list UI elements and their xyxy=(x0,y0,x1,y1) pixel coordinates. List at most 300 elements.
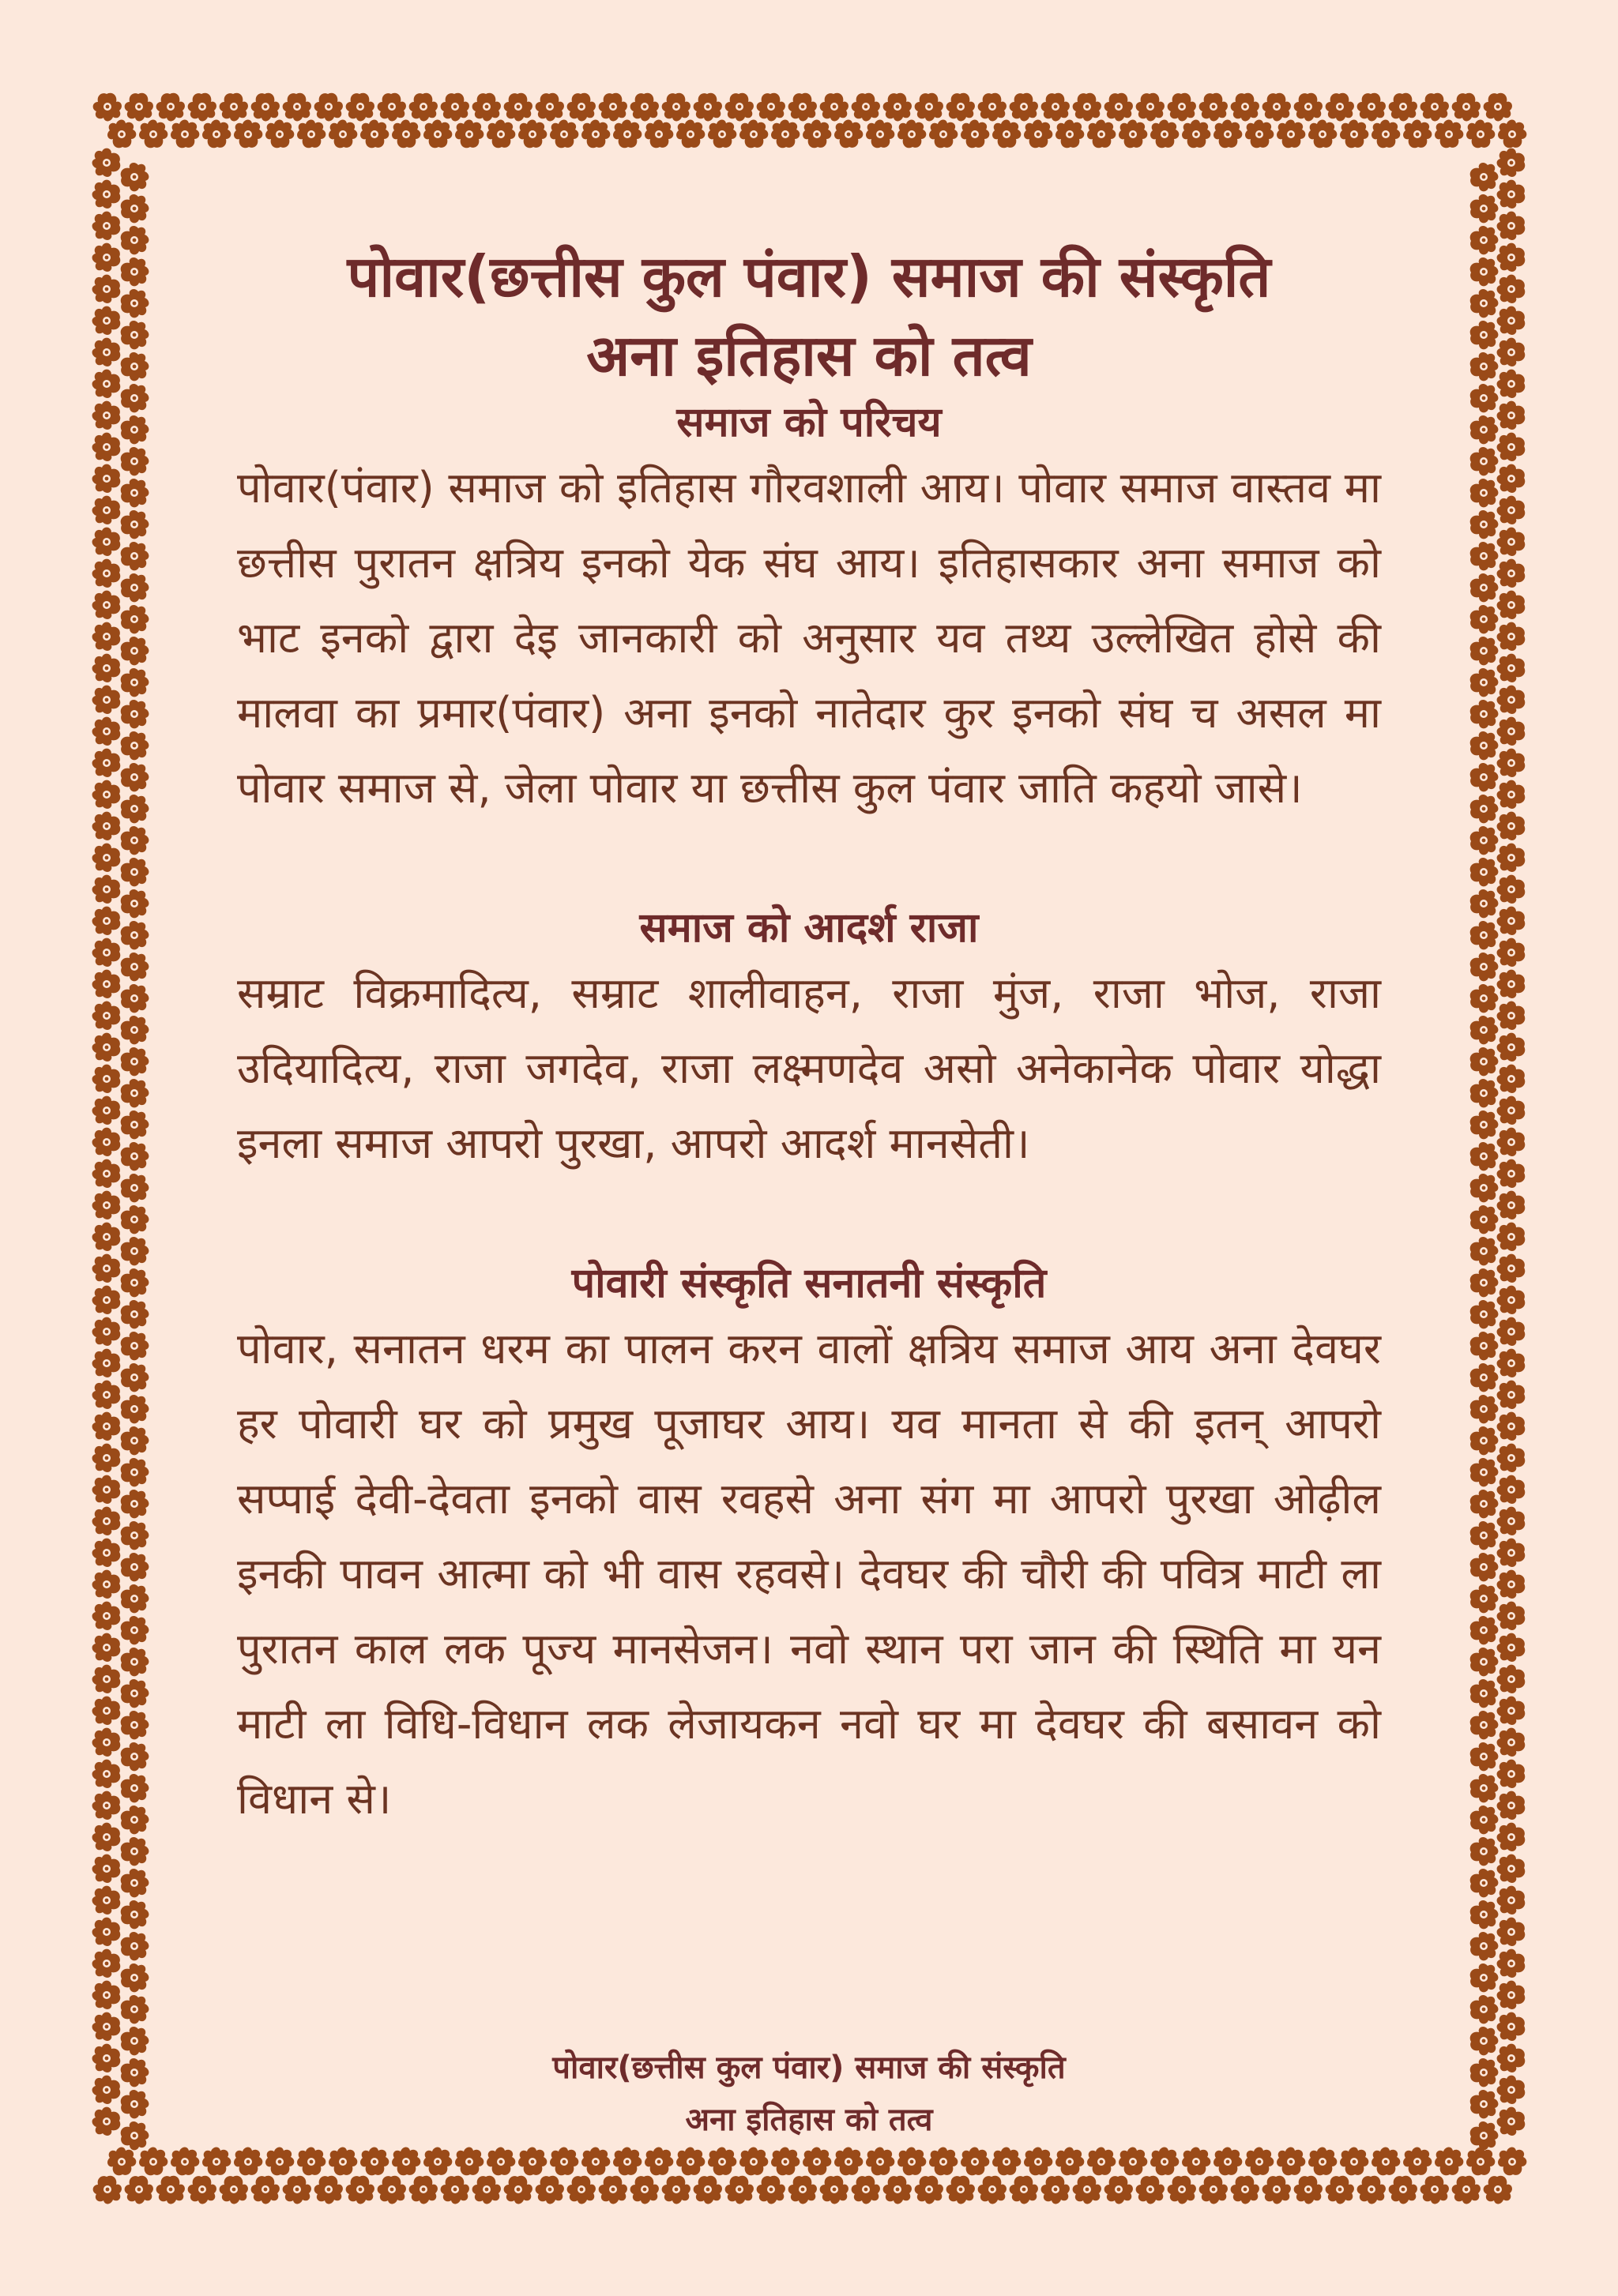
floral-motif-icon xyxy=(820,93,849,122)
floral-motif-icon xyxy=(1470,637,1499,665)
floral-motif-icon xyxy=(1199,2176,1228,2204)
floral-motif-icon xyxy=(1470,2058,1499,2087)
floral-motif-icon xyxy=(1340,120,1368,148)
floral-motif-icon xyxy=(1470,1205,1499,1234)
floral-motif-icon xyxy=(504,93,532,122)
floral-motif-icon xyxy=(725,2176,754,2204)
floral-motif-icon xyxy=(360,2148,389,2176)
floral-motif-icon xyxy=(1470,1458,1499,1486)
floral-motif-icon xyxy=(852,93,880,122)
floral-motif-icon xyxy=(915,93,943,122)
floral-motif-icon xyxy=(1497,938,1526,967)
floral-motif-icon xyxy=(1497,2012,1526,2041)
floral-motif-icon xyxy=(662,2176,690,2204)
floral-motif-icon xyxy=(1470,1490,1499,1518)
floral-motif-icon xyxy=(757,2176,785,2204)
section-heading-introduction: समाज को परिचय xyxy=(676,399,942,446)
floral-motif-icon xyxy=(1168,2176,1196,2204)
floral-motif-icon xyxy=(915,2176,943,2204)
floral-motif-icon xyxy=(820,2176,849,2204)
floral-motif-icon xyxy=(121,1711,149,1739)
floral-motif-icon xyxy=(1245,2148,1274,2176)
floral-motif-icon xyxy=(234,120,262,148)
floral-motif-icon xyxy=(1470,1900,1499,1929)
floral-motif-icon xyxy=(92,2107,121,2136)
floral-motif-icon xyxy=(1497,338,1526,366)
floral-motif-icon xyxy=(1497,1191,1526,1219)
floral-motif-icon xyxy=(297,120,325,148)
floral-motif-icon xyxy=(834,120,863,148)
floral-motif-icon xyxy=(121,1584,149,1613)
floral-motif-icon xyxy=(314,2176,343,2204)
floral-motif-icon xyxy=(1470,415,1499,444)
floral-motif-icon xyxy=(1389,93,1417,122)
floral-motif-icon xyxy=(550,120,578,148)
floral-motif-icon xyxy=(1294,2176,1323,2204)
floral-motif-icon xyxy=(92,2044,121,2072)
floral-motif-icon xyxy=(1470,573,1499,602)
floral-motif-icon xyxy=(1497,528,1526,556)
document-body xyxy=(237,237,1381,1836)
section-body-ideal-kings: सम्राट विक्रमादित्य, सम्राट शालीवाहन, राजा मुंज, राजा भोज, राजा उदियादित्य, राजा जगदेव, राजा लक्ष्मणदेव असो अनेकानेक पोवार योद्धा इनला समाज आपरो पुरखा, आपरो आदर्श मानसेती। xyxy=(237,968,1381,1168)
floral-motif-icon xyxy=(1231,93,1259,122)
floral-motif-icon xyxy=(92,370,121,398)
floral-motif-icon xyxy=(92,654,121,682)
floral-motif-icon xyxy=(121,1300,149,1328)
floral-motif-icon xyxy=(121,1616,149,1644)
floral-motif-icon xyxy=(1497,749,1526,777)
floral-motif-icon xyxy=(1470,1426,1499,1455)
floral-motif-icon xyxy=(121,1016,149,1044)
floral-motif-icon xyxy=(346,93,374,122)
floral-motif-icon xyxy=(1470,668,1499,697)
floral-motif-icon xyxy=(961,120,989,148)
floral-motif-icon xyxy=(1024,2148,1052,2176)
floral-motif-icon xyxy=(487,120,515,148)
floral-motif-icon xyxy=(1497,686,1526,714)
floral-motif-icon xyxy=(1470,700,1499,728)
floral-motif-icon xyxy=(378,2176,406,2204)
floral-motif-icon xyxy=(1357,93,1386,122)
floral-motif-icon xyxy=(92,2076,121,2104)
floral-motif-icon xyxy=(121,1521,149,1550)
floral-motif-icon xyxy=(771,120,800,148)
floral-motif-icon xyxy=(1497,1444,1526,1472)
floral-motif-icon xyxy=(866,120,894,148)
floral-motif-icon xyxy=(92,464,121,493)
floral-motif-icon xyxy=(1470,226,1499,254)
floral-motif-icon xyxy=(121,953,149,981)
floral-motif-icon xyxy=(788,93,817,122)
floral-motif-icon xyxy=(1470,510,1499,539)
floral-motif-icon xyxy=(1470,1742,1499,1771)
floral-motif-icon xyxy=(423,120,452,148)
floral-motif-icon xyxy=(1497,1728,1526,1757)
floral-motif-icon xyxy=(234,2148,262,2176)
floral-motif-icon xyxy=(866,2148,894,2176)
floral-motif-icon xyxy=(1136,2176,1165,2204)
floral-motif-icon xyxy=(1150,2148,1179,2176)
floral-motif-icon xyxy=(581,2148,610,2176)
floral-motif-icon xyxy=(92,1159,121,1188)
floral-motif-icon xyxy=(630,93,659,122)
floral-motif-icon xyxy=(725,93,754,122)
floral-motif-icon xyxy=(1470,1142,1499,1171)
floral-motif-icon xyxy=(409,93,438,122)
floral-motif-icon xyxy=(1470,384,1499,412)
floral-motif-icon xyxy=(121,194,149,223)
floral-motif-icon xyxy=(1497,1854,1526,1883)
floral-motif-icon xyxy=(676,2148,705,2176)
floral-motif-icon xyxy=(1262,93,1291,122)
floral-motif-icon xyxy=(1497,1254,1526,1283)
floral-motif-icon xyxy=(1150,120,1179,148)
floral-motif-icon xyxy=(1470,1363,1499,1392)
floral-motif-icon xyxy=(92,1444,121,1472)
floral-motif-icon xyxy=(121,384,149,412)
floral-motif-icon xyxy=(121,1648,149,1676)
floral-motif-icon xyxy=(265,120,294,148)
floral-motif-icon xyxy=(92,686,121,714)
floral-motif-icon xyxy=(1497,1507,1526,1535)
floral-motif-icon xyxy=(883,93,912,122)
floral-motif-icon xyxy=(1497,496,1526,524)
floral-motif-icon xyxy=(1497,243,1526,272)
floral-motif-icon xyxy=(550,2148,578,2176)
section-body-culture: पोवार, सनातन धरम का पालन करन वालों क्षत्रिय समाज आय अना देवघर हर पोवारी घर को प्रमुख पूजाघर आय। यव मानता से की इतन् आपरो सप्पाई देवी-देवता इनको वास रवहसे अना संग मा आपरो पुरखा ओढ़ील इनकी पावन आत्मा को भी वास रहवसे। देवघर की चौरी की पवित्र माटी ला पुरातन काल लक पूज्य मानसेजन। नवो स्थान परा जान की स्थिति मा यन माटी ला विधि-विधान लक लेजायकन नवो घर मा देवघर की बसावन को विधान से। xyxy=(237,1324,1381,1824)
floral-motif-icon xyxy=(121,700,149,728)
floral-motif-icon xyxy=(599,93,627,122)
floral-motif-icon xyxy=(92,970,121,998)
floral-motif-icon xyxy=(788,2176,817,2204)
floral-motif-icon xyxy=(92,1065,121,1093)
floral-motif-icon xyxy=(92,1381,121,1409)
floral-motif-icon xyxy=(92,1412,121,1441)
floral-motif-icon xyxy=(1497,591,1526,619)
floral-motif-icon xyxy=(121,984,149,1013)
floral-motif-icon xyxy=(1182,120,1210,148)
floral-motif-icon xyxy=(202,120,231,148)
floral-motif-icon xyxy=(1497,370,1526,398)
floral-motif-icon xyxy=(1024,120,1052,148)
floral-motif-icon xyxy=(1420,93,1449,122)
floral-motif-icon xyxy=(1470,352,1499,381)
floral-motif-icon xyxy=(121,795,149,823)
floral-motif-icon xyxy=(92,1286,121,1314)
floral-motif-icon xyxy=(121,1174,149,1202)
page-title-line1: पोवार(छत्तीस कुल पंवार) समाज की संस्कृति xyxy=(347,243,1271,310)
floral-motif-icon xyxy=(1403,120,1432,148)
floral-motif-icon xyxy=(1470,1174,1499,1202)
floral-motif-icon xyxy=(121,2027,149,2055)
floral-motif-icon xyxy=(1104,93,1133,122)
floral-motif-icon xyxy=(1010,2176,1038,2204)
floral-motif-icon xyxy=(1497,1570,1526,1599)
floral-motif-icon xyxy=(92,2012,121,2041)
floral-motif-icon xyxy=(1466,120,1495,148)
floral-motif-icon xyxy=(1470,1869,1499,1897)
floral-motif-icon xyxy=(121,226,149,254)
floral-motif-icon xyxy=(107,120,136,148)
floral-motif-icon xyxy=(694,2176,722,2204)
floral-motif-icon xyxy=(1470,321,1499,349)
floral-motif-icon xyxy=(1277,120,1305,148)
floral-motif-icon xyxy=(1470,2121,1499,2150)
floral-motif-icon xyxy=(1010,93,1038,122)
floral-motif-icon xyxy=(1497,2044,1526,2072)
floral-motif-icon xyxy=(121,321,149,349)
floral-motif-icon xyxy=(1497,907,1526,935)
floral-motif-icon xyxy=(1497,1065,1526,1093)
floral-motif-icon xyxy=(329,2148,357,2176)
floral-motif-icon xyxy=(1497,433,1526,461)
floral-motif-icon xyxy=(251,93,280,122)
floral-motif-icon xyxy=(567,2176,596,2204)
floral-motif-icon xyxy=(1420,2176,1449,2204)
floral-motif-icon xyxy=(1497,1381,1526,1409)
floral-motif-icon xyxy=(121,1963,149,1992)
floral-motif-icon xyxy=(220,2176,248,2204)
floral-motif-icon xyxy=(567,93,596,122)
floral-motif-icon xyxy=(1497,654,1526,682)
floral-motif-icon xyxy=(1497,1349,1526,1377)
floral-motif-icon xyxy=(92,1981,121,2009)
floral-motif-icon xyxy=(92,1096,121,1125)
floral-motif-icon xyxy=(1497,1223,1526,1251)
floral-motif-icon xyxy=(1470,1521,1499,1550)
floral-motif-icon xyxy=(1277,2148,1305,2176)
floral-motif-icon xyxy=(92,1475,121,1504)
floral-motif-icon xyxy=(1497,306,1526,335)
floral-motif-icon xyxy=(1484,93,1512,122)
floral-motif-icon xyxy=(1498,2148,1526,2176)
floral-motif-icon xyxy=(1214,120,1242,148)
floral-motif-icon xyxy=(121,289,149,318)
floral-motif-icon xyxy=(1497,1823,1526,1851)
floral-motif-icon xyxy=(121,163,149,191)
floral-motif-icon xyxy=(188,93,216,122)
floral-motif-icon xyxy=(1497,2076,1526,2104)
floral-motif-icon xyxy=(121,1426,149,1455)
floral-motif-icon xyxy=(803,2148,831,2176)
floral-motif-icon xyxy=(1470,1553,1499,1581)
floral-motif-icon xyxy=(1497,875,1526,904)
floral-motif-icon xyxy=(1497,275,1526,303)
floral-motif-icon xyxy=(92,212,121,240)
floral-motif-icon xyxy=(1262,2176,1291,2204)
floral-motif-icon xyxy=(1470,163,1499,191)
floral-motif-icon xyxy=(1497,1697,1526,1725)
floral-motif-icon xyxy=(978,2176,1007,2204)
floral-motif-icon xyxy=(1497,1001,1526,1030)
floral-motif-icon xyxy=(121,1110,149,1139)
floral-motif-icon xyxy=(1231,2176,1259,2204)
floral-motif-icon xyxy=(1470,1079,1499,1107)
floral-motif-icon xyxy=(121,479,149,507)
floral-motif-icon xyxy=(1470,1584,1499,1613)
floral-motif-icon xyxy=(708,120,736,148)
floral-motif-icon xyxy=(1470,542,1499,570)
section-heading-culture: पोवारी संस्कृति सनातनी संस्कृति xyxy=(571,1260,1047,1307)
floral-motif-icon xyxy=(121,1869,149,1897)
floral-motif-icon xyxy=(1041,2176,1070,2204)
floral-motif-icon xyxy=(121,2090,149,2118)
floral-motif-icon xyxy=(92,591,121,619)
floral-motif-icon xyxy=(472,2176,501,2204)
floral-motif-icon xyxy=(92,1760,121,1788)
floral-motif-icon xyxy=(121,1932,149,1960)
floral-motif-icon xyxy=(121,352,149,381)
floral-motif-icon xyxy=(1497,1286,1526,1314)
floral-motif-icon xyxy=(1497,1096,1526,1125)
floral-motif-icon xyxy=(1497,1633,1526,1662)
floral-motif-icon xyxy=(125,2176,153,2204)
floral-motif-icon xyxy=(92,1254,121,1283)
floral-motif-icon xyxy=(1498,120,1526,148)
floral-motif-icon xyxy=(1055,2148,1084,2176)
floral-motif-icon xyxy=(1470,1711,1499,1739)
floral-motif-icon xyxy=(92,433,121,461)
floral-motif-icon xyxy=(121,858,149,886)
floral-motif-icon xyxy=(1497,1539,1526,1567)
floral-motif-icon xyxy=(92,1728,121,1757)
floral-motif-icon xyxy=(92,1223,121,1251)
floral-motif-icon xyxy=(1466,2148,1495,2176)
floral-motif-icon xyxy=(1497,180,1526,209)
floral-motif-icon xyxy=(1497,464,1526,493)
floral-motif-icon xyxy=(121,1553,149,1581)
floral-motif-icon xyxy=(121,1205,149,1234)
floral-motif-icon xyxy=(329,120,357,148)
floral-motif-icon xyxy=(1357,2176,1386,2204)
floral-motif-icon xyxy=(92,622,121,651)
floral-motif-icon xyxy=(92,1128,121,1156)
floral-motif-icon xyxy=(121,637,149,665)
floral-motif-icon xyxy=(93,2176,122,2204)
floral-motif-icon xyxy=(92,1001,121,1030)
floral-motif-icon xyxy=(92,875,121,904)
floral-motif-icon xyxy=(378,93,406,122)
floral-motif-icon xyxy=(1326,2176,1354,2204)
floral-motif-icon xyxy=(1484,2176,1512,2204)
floral-motif-icon xyxy=(1435,120,1463,148)
floral-motif-icon xyxy=(992,2148,1021,2176)
floral-motif-icon xyxy=(441,2176,469,2204)
floral-motif-icon xyxy=(1055,120,1084,148)
floral-motif-icon xyxy=(1470,1016,1499,1044)
floral-motif-icon xyxy=(121,2121,149,2150)
floral-motif-icon xyxy=(518,120,547,148)
floral-motif-icon xyxy=(1470,1679,1499,1708)
floral-motif-icon xyxy=(92,1191,121,1219)
floral-motif-icon xyxy=(1389,2176,1417,2204)
floral-motif-icon xyxy=(265,2148,294,2176)
floral-motif-icon xyxy=(1470,1110,1499,1139)
floral-motif-icon xyxy=(283,93,311,122)
floral-motif-icon xyxy=(125,93,153,122)
floral-motif-icon xyxy=(739,120,768,148)
floral-motif-icon xyxy=(92,1918,121,1946)
floral-motif-icon xyxy=(1497,1475,1526,1504)
floral-motif-icon xyxy=(1497,844,1526,872)
floral-motif-icon xyxy=(1435,2148,1463,2176)
floral-motif-icon xyxy=(92,1570,121,1599)
floral-motif-icon xyxy=(1497,401,1526,430)
floral-motif-icon xyxy=(1470,194,1499,223)
floral-motif-icon xyxy=(92,275,121,303)
floral-motif-icon xyxy=(92,844,121,872)
floral-motif-icon xyxy=(1136,93,1165,122)
floral-motif-icon xyxy=(220,93,248,122)
floral-motif-icon xyxy=(121,257,149,286)
floral-motif-icon xyxy=(121,573,149,602)
floral-motif-icon xyxy=(121,1806,149,1834)
floral-motif-icon xyxy=(92,1633,121,1662)
floral-motif-icon xyxy=(92,559,121,588)
floral-motif-icon xyxy=(93,93,122,122)
floral-motif-icon xyxy=(92,1665,121,1693)
floral-motif-icon xyxy=(121,415,149,444)
floral-motif-icon xyxy=(441,93,469,122)
floral-motif-icon xyxy=(121,731,149,760)
floral-motif-icon xyxy=(1470,2027,1499,2055)
floral-motif-icon xyxy=(1470,1332,1499,1360)
floral-motif-icon xyxy=(92,1697,121,1725)
floral-motif-icon xyxy=(92,907,121,935)
floral-motif-icon xyxy=(92,1317,121,1346)
page-title-line2: अना इतिहास को तत्व xyxy=(586,322,1032,389)
floral-motif-icon xyxy=(1470,289,1499,318)
floral-motif-icon xyxy=(1470,1806,1499,1834)
floral-motif-icon xyxy=(852,2176,880,2204)
floral-motif-icon xyxy=(121,2058,149,2087)
floral-motif-icon xyxy=(1497,1412,1526,1441)
floral-motif-icon xyxy=(156,2176,185,2204)
floral-motif-icon xyxy=(121,510,149,539)
floral-motif-icon xyxy=(1403,2148,1432,2176)
floral-motif-icon xyxy=(1470,953,1499,981)
floral-motif-icon xyxy=(1497,812,1526,840)
floral-motif-icon xyxy=(92,1886,121,1915)
floral-motif-icon xyxy=(978,93,1007,122)
floral-motif-icon xyxy=(599,2176,627,2204)
floral-motif-icon xyxy=(1452,2176,1481,2204)
floral-motif-icon xyxy=(121,1142,149,1171)
floral-motif-icon xyxy=(121,1268,149,1297)
floral-motif-icon xyxy=(156,93,185,122)
floral-motif-icon xyxy=(946,93,975,122)
floral-motif-icon xyxy=(92,496,121,524)
floral-motif-icon xyxy=(283,2176,311,2204)
floral-motif-icon xyxy=(1470,447,1499,475)
floral-motif-icon xyxy=(1470,1648,1499,1676)
floral-motif-icon xyxy=(121,826,149,855)
floral-motif-icon xyxy=(346,2176,374,2204)
floral-motif-icon xyxy=(1470,731,1499,760)
floral-motif-icon xyxy=(708,2148,736,2176)
floral-motif-icon xyxy=(1470,605,1499,633)
floral-motif-icon xyxy=(1470,1395,1499,1423)
floral-motif-icon xyxy=(929,120,958,148)
floral-motif-icon xyxy=(1326,93,1354,122)
floral-motif-icon xyxy=(676,120,705,148)
floral-motif-icon xyxy=(107,2148,136,2176)
floral-motif-icon xyxy=(630,2176,659,2204)
floral-motif-icon xyxy=(1470,921,1499,949)
floral-motif-icon xyxy=(121,1047,149,1076)
floral-motif-icon xyxy=(1497,1159,1526,1188)
floral-motif-icon xyxy=(1470,479,1499,507)
